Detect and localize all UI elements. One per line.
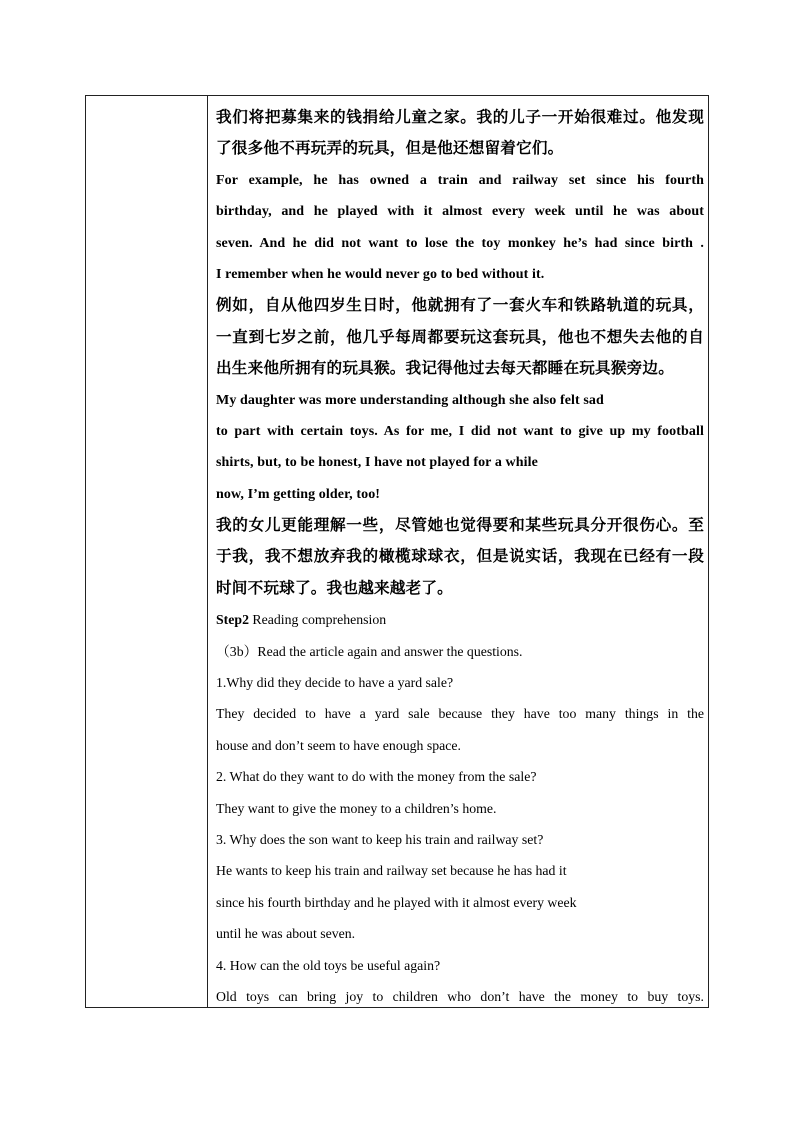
text-line: 例如，自从他四岁生日时，他就拥有了一套火车和铁路轨道的玩具，	[216, 296, 704, 315]
text-line: 我们将把募集来的钱捐给儿童之家。我的儿子一开始很难过。他发现	[216, 108, 704, 126]
text-line: My daughter was more understanding although she also felt sad	[216, 392, 604, 408]
qa-line: house and don’t seem to have enough space.	[216, 737, 461, 753]
lesson-content-cell	[216, 102, 704, 1012]
text-line: 我的女儿更能理解一些，尽管她也觉得要和某些玩具分开很伤心。至	[216, 516, 704, 535]
text-line: to part with certain toys. As for me, I did not want to give up my football	[216, 423, 704, 439]
text-line: 一直到七岁之前，他几乎每周都要玩这套玩具，他也不想失去他的自	[216, 327, 704, 346]
step2-heading	[216, 604, 704, 635]
column-divider	[207, 96, 208, 1007]
qa-line: （3b）Read the article again and answer the questions.	[216, 643, 523, 659]
qa-line: They decided to have a yard sale because they have too many things in the	[216, 706, 704, 722]
text-line: birthday, and he played with it almost every week until he was about	[216, 204, 704, 220]
text-line: now, I’m getting older, too!	[216, 486, 381, 502]
qa-line: Old toys can bring joy to children who don’t have the money to buy toys.	[216, 988, 704, 1004]
qa-line: 3. Why does the son want to keep his train and railway set?	[216, 831, 544, 847]
qa-line: 2. What do they want to do with the money from the sale?	[216, 769, 537, 785]
step2-label: Step2	[216, 612, 249, 628]
text-line: 了很多他不再玩弄的玩具，但是他还想留着它们。	[216, 139, 564, 158]
text-line: seven. And he did not want to lose the toy monkey he’s had since birth .	[216, 235, 704, 251]
qa-line: since his fourth birthday and he played with it almost every week	[216, 894, 577, 910]
text-line: 时间不玩球了。我也越来越老了。	[216, 578, 453, 597]
qa-line: They want to give the money to a children’s home.	[216, 800, 497, 816]
qa-line: 4. How can the old toys be useful again?	[216, 957, 441, 973]
text-line: For example, he has owned a train and railway set since his fourth	[216, 172, 704, 188]
text-line: 出生来他所拥有的玩具猴。我记得他过去每天都睡在玩具猴旁边。	[216, 359, 675, 378]
text-line: 于我，我不想放弃我的橄榄球球衣，但是说实话，我现在已经有一段	[216, 547, 704, 566]
step2-title: Reading comprehension	[248, 612, 387, 628]
text-line: shirts, but, to be honest, I have not played for a while	[216, 455, 538, 471]
qa-line: until he was about seven.	[216, 926, 356, 942]
lesson-table	[85, 95, 709, 1008]
qa-line: He wants to keep his train and railway set because he has had it	[216, 863, 567, 879]
text-line: I remember when he would never go to bed without it.	[216, 266, 545, 282]
qa-line: 1.Why did they decide to have a yard sale?	[216, 675, 454, 691]
